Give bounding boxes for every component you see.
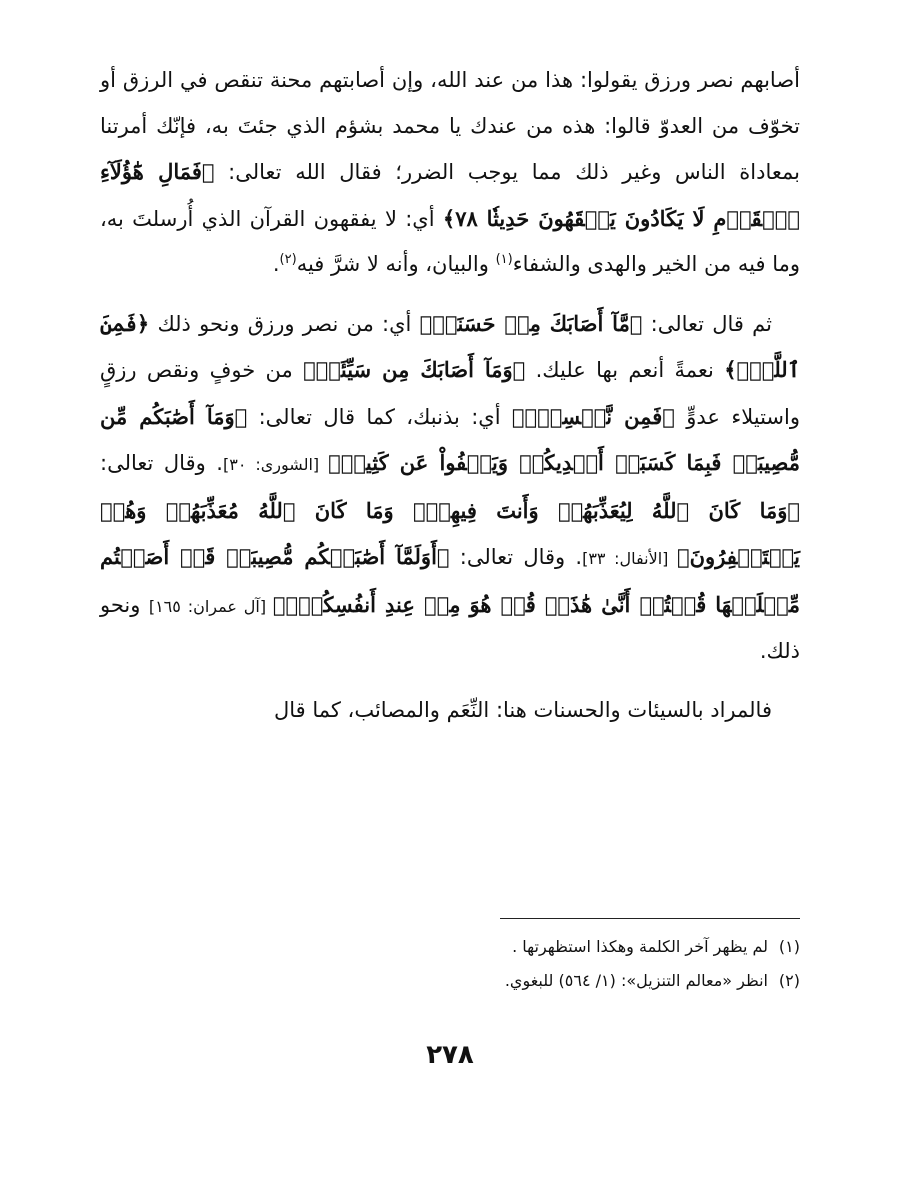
text-span: أي: لا يفقهون القرآن الذي أُرسلتَ به، وما فيه من الخير والهدى والشفاء: [100, 206, 800, 276]
text-span: أصابهم نصر ورزق يقولوا: هذا من عند الله، وإن أصابتهم محنة تنقص في الرزق أو تخوّف من العدوّ قالوا: هذه من عندك يا محمد بشؤم الذي جئتَ به، فإنّك أمرتنا بمعاداة الناس وغير ذلك مما يوجب الضرر؛ فقال الله تعالى:: [100, 68, 800, 184]
footnote-text: لم يظهر آخر الكلمة وهكذا استظهرتها .: [512, 937, 768, 956]
footnote-marker-2: (٢): [279, 252, 297, 267]
footnote-2: [300, 964, 800, 998]
main-text: [100, 58, 800, 733]
page-number: ٢٧٨: [426, 1040, 474, 1070]
footnote-number: (١): [778, 937, 800, 956]
footnote-text: انظر «معالم التنزيل»: (١/ ٥٦٤) للبغوي.: [504, 971, 768, 990]
footnotes: [300, 930, 800, 998]
text-span: نعمةً أنعم بها عليك.: [525, 358, 725, 382]
quran-verse: ﴿وَمَآ أَصَٰبَكُم مِّن مُّصِيبَةٖ فَبِمَا كَسَبَتۡ أَيۡدِيكُمۡ وَيَعۡفُواْ عَن كَثِيرٖ﴾: [100, 403, 800, 475]
paragraph-2: [100, 301, 800, 675]
footnote-1: [300, 930, 800, 964]
text-span: . وقال تعالى:: [100, 451, 223, 475]
text-span: ثم قال تعالى:: [642, 311, 772, 336]
footnote-divider: [500, 918, 800, 919]
text-span: ونحو ذلك.: [100, 592, 800, 663]
quran-verse: ﴿وَمَا كَانَ ٱللَّهُ لِيُعَذِّبَهُمۡ وَأَنتَ فِيهِمۡۚ وَمَا كَانَ ٱللَّهُ مُعَذِّبَهُمۡ وَهُمۡ يَسۡتَغۡفِرُونَ﴾: [100, 497, 800, 569]
paragraph-3: [100, 688, 800, 734]
text-span: .: [272, 252, 280, 276]
text-span: أي: من نصر ورزق ونحو ذلك: [149, 311, 420, 336]
quran-verse: ﴿وَمَآ أَصَابَكَ مِن سَيِّئَةٖ﴾: [303, 357, 526, 382]
footnote-number: (٢): [778, 971, 800, 990]
text-span: أي: بذنبك، كما قال تعالى:: [247, 404, 512, 429]
verse-reference: [آل عمران: ١٦٥]: [148, 596, 273, 616]
paragraph-1: [100, 58, 800, 288]
quran-verse: ﴿فَمِن نَّفۡسِكَۚ﴾: [511, 403, 675, 429]
quran-verse: ﴿مَّآ أَصَابَكَ مِنۡ حَسَنَةٖ﴾: [419, 310, 643, 336]
text-span: والبيان، وأنه لا شرَّ فيه: [296, 252, 496, 276]
verse-reference: [الشورى: ٣٠]: [222, 455, 329, 474]
text-span: فالمراد بالسيئات والحسنات هنا: النِّعَم والمصائب، كما قال: [273, 697, 772, 722]
quran-verse: ﴿أَوَلَمَّآ أَصَٰبَتۡكُم مُّصِيبَةٞ قَدۡ أَصَبۡتُم مِّثۡلَيۡهَا قُلۡتُمۡ أَنَّىٰ هَٰذَاۖ قُلۡ هُوَ مِنۡ عِندِ أَنفُسِكُمۡۗ﴾: [100, 544, 800, 617]
verse-reference: [الأنفال: ٣٣]: [582, 549, 678, 568]
footnote-marker-1: (١): [495, 252, 513, 267]
quran-verse: ﴿فَمَالِ هَٰٓؤُلَآءِ ٱلۡقَوۡمِ لَا يَكَادُونَ يَفۡقَهُونَ حَدِيثٗا ٧٨﴾: [100, 159, 800, 231]
text-span: من خوفٍ ونقص رزقٍ واستيلاء عدوٍّ: [100, 358, 800, 429]
text-span: . وقال تعالى:: [449, 545, 583, 569]
quran-verse: ﴿فَمِنَ ٱللَّهِۖ﴾: [100, 310, 801, 382]
